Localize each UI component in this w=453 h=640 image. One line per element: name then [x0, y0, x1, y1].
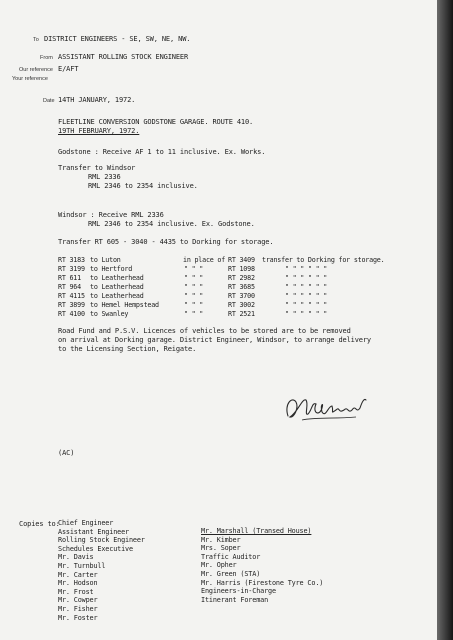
date-value: 14TH JANUARY, 1972.: [58, 96, 136, 104]
transfer-windsor-line-1: RML 2336: [88, 173, 121, 181]
scan-edge-shadow: [437, 0, 453, 640]
subject-line: FLEETLINE CONVERSION GODSTONE GARAGE. ROUTE 410.: [58, 118, 254, 126]
destination: to Luton: [90, 256, 121, 264]
list-item: Mr. Cowper: [58, 596, 98, 605]
list-item: Mr. Frost: [58, 587, 94, 596]
transfer-windsor-line-2: RML 2346 to 2354 inclusive.: [88, 182, 198, 190]
table-row: [0, 301, 437, 310]
list-item: Itinerant Foreman: [201, 595, 269, 604]
list-item: Traffic Auditor: [201, 552, 261, 561]
subject-date: 19TH FEBRUARY, 1972.: [58, 127, 140, 135]
from-vehicle: RT 964: [58, 283, 81, 291]
list-item: Mr. Hodson: [58, 579, 98, 588]
list-item: Mr. Turnbull: [58, 561, 106, 570]
our-reference-label: Our reference: [19, 67, 53, 73]
destination: to Leatherhead: [90, 274, 144, 282]
from-vehicle: RT 4100: [58, 310, 85, 318]
date-label: Date: [43, 98, 55, 104]
transfer-note: " " " " " ": [285, 310, 328, 318]
replaced-vehicle: RT 3002: [228, 301, 255, 309]
list-item: Mrs. Soper: [201, 544, 241, 553]
dorking-storage-line: Transfer RT 605 - 3040 - 4435 to Dorking for storage.: [58, 238, 274, 246]
licence-note-line-1: Road Fund and P.S.V. Licences of vehicles to be stored are to be removed: [58, 327, 351, 335]
destination: to Swanley: [90, 310, 129, 318]
list-item: Mr. Carter: [58, 570, 98, 579]
table-row: [0, 274, 437, 283]
to-value: DISTRICT ENGINEERS - SE, SW, NE, NW.: [44, 35, 191, 43]
handwritten-signature: [282, 390, 372, 426]
from-vehicle: RT 4115: [58, 292, 85, 300]
destination: to Hertford: [90, 265, 133, 273]
list-item: Mr. Harris (Firestone Tyre Co.): [201, 578, 324, 587]
in-place-of: in place of: [183, 256, 226, 264]
from-vehicle: RT 3899: [58, 301, 85, 309]
transfer-note: " " " " " ": [285, 274, 328, 282]
list-item: Mr. Fisher: [58, 604, 98, 613]
list-item: Engineers-in-Charge: [201, 587, 276, 596]
list-item: Mr. Opher: [201, 561, 237, 570]
replaced-vehicle: RT 3700: [228, 292, 255, 300]
replaced-vehicle: RT 3685: [228, 283, 255, 291]
windsor-receive-line-2: RML 2346 to 2354 inclusive. Ex. Godstone.: [88, 220, 255, 228]
replaced-vehicle: RT 3409: [228, 256, 255, 264]
licence-note-line-3: to the Licensing Section, Reigate.: [58, 345, 197, 353]
from-vehicle: RT 3183: [58, 256, 85, 264]
replaced-vehicle: RT 2521: [228, 310, 255, 318]
destination: to Leatherhead: [90, 292, 144, 300]
list-item: Schedules Executive: [58, 544, 133, 553]
licence-note-line-2: on arrival at Dorking garage. District Engineer, Windsor, to arrange delivery: [58, 336, 371, 344]
table-row: [0, 265, 437, 274]
list-item: Mr. Green (STA): [201, 569, 261, 578]
from-value: ASSISTANT ROLLING STOCK ENGINEER: [58, 53, 189, 61]
list-item: Mr. Foster: [58, 613, 98, 622]
transfer-windsor-heading: Transfer to Windsor: [58, 164, 136, 172]
in-place-of: " " ": [184, 274, 204, 282]
transfer-note: " " " " " ": [285, 265, 328, 273]
from-label: From: [40, 55, 53, 61]
transfer-note: " " " " " ": [285, 301, 328, 309]
list-item: Mr. Marshall (Transed House): [201, 527, 312, 535]
transfer-note: " " " " " ": [285, 292, 328, 300]
in-place-of: " " ": [184, 301, 204, 309]
destination: to Hemel Hempstead: [90, 301, 159, 309]
replaced-vehicle: RT 2982: [228, 274, 255, 282]
in-place-of: " " ": [184, 283, 204, 291]
in-place-of: " " ": [184, 265, 204, 273]
in-place-of: " " ": [184, 292, 204, 300]
list-item: Assistant Engineer: [58, 527, 129, 536]
copies-right-list: [201, 527, 323, 604]
replaced-vehicle: RT 1098: [228, 265, 255, 273]
table-row: [0, 292, 437, 301]
list-item: Mr. Davis: [58, 553, 94, 562]
list-item: Chief Engineer: [58, 519, 114, 527]
transfer-note: transfer to Dorking for storage.: [262, 256, 385, 264]
transfer-note: " " " " " ": [285, 283, 328, 291]
copies-left-list: [58, 519, 145, 622]
typist-initials: (AC): [58, 449, 75, 457]
windsor-receive-line-1: Windsor : Receive RML 2336: [58, 211, 164, 219]
from-vehicle: RT 3199: [58, 265, 85, 273]
our-reference-value: E/AFT: [58, 65, 79, 73]
destination: to Leatherhead: [90, 283, 144, 291]
godstone-receive: Godstone : Receive AF 1 to 11 inclusive. Ex. Works.: [58, 148, 266, 156]
list-item: Rolling Stock Engineer: [58, 536, 145, 545]
your-reference-label: Your reference: [12, 76, 48, 82]
in-place-of: " " ": [184, 310, 204, 318]
to-label: To: [33, 37, 39, 43]
table-row: [0, 310, 437, 319]
from-vehicle: RT 611: [58, 274, 81, 282]
list-item: Mr. Kimber: [201, 535, 241, 544]
copies-to-label: Copies to:: [19, 520, 60, 528]
table-row: [0, 283, 437, 292]
table-row: [0, 256, 437, 265]
